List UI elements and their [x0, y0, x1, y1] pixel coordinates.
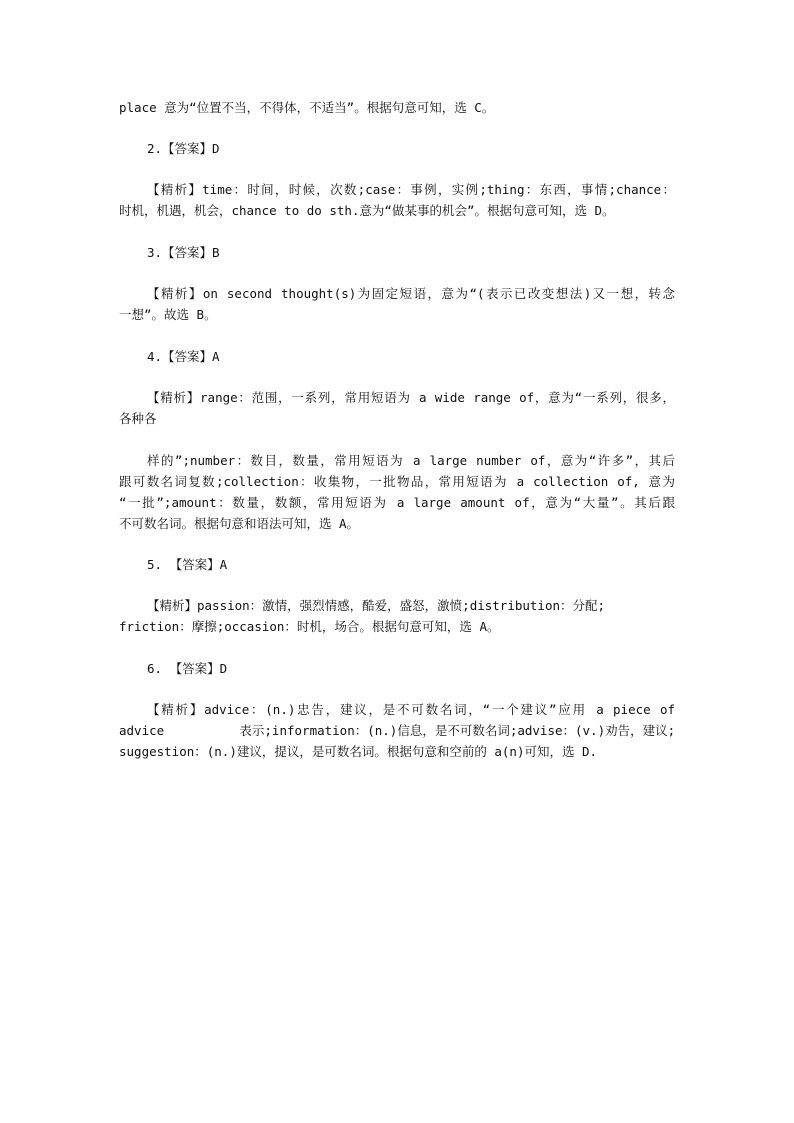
analysis-line: 【精析】passion：激情，强烈情感，酷爱，盛怒，激愤;distribution：分配; — [147, 598, 606, 613]
analysis-line: 【精析】range：范围，一系列，常用短语为 a wide range of，意为“一系列，很多， — [147, 390, 675, 405]
answer-heading: 5. 【答案】A — [147, 557, 228, 572]
text-line: 时机，机遇，机会，chance to do sth.意为“做某事的机会”。根据句意可知，选 D。 — [119, 203, 615, 218]
text-line: friction：摩擦;occasion：时机，场合。根据句意可知，选 A。 — [119, 619, 500, 634]
analysis-line: 【精析】on second thought(s)为固定短语，意为“(表示已改变想法)又一想，转念 — [147, 286, 675, 301]
analysis-line: 【精析】time：时间，时候，次数;case：事例，实例;thing：东西，事情;chance： — [147, 182, 675, 197]
text-line: 跟可数名词复数;collection：收集物，一批物品，常用短语为 a collection of, 意为 — [119, 474, 675, 489]
text-line: suggestion：(n.)建议，提议，是可数名词。根据句意和空前的 a(n)可知，选 D. — [119, 744, 598, 759]
answer-heading: 4.【答案】A — [147, 349, 220, 364]
text-line: 各种各 — [119, 411, 157, 426]
answer-heading: 3.【答案】B — [147, 245, 220, 260]
text-line: “一批”;amount：数量，数额，常用短语为 a large amount of，意为“大量”。其后跟 — [119, 495, 675, 510]
answer-heading: 2.【答案】D — [147, 141, 220, 156]
text-line: advice 表示;information：(n.)信息，是不可数名词;advise：(v.)劝告，建议; — [119, 723, 676, 738]
text-line: 不可数名词。根据句意和语法可知，选 A。 — [119, 516, 360, 531]
text-line: place 意为“位置不当，不得体，不适当”。根据句意可知，选 C。 — [119, 100, 495, 115]
analysis-line: 样的”;number：数目，数量，常用短语为 a large number of，意为“许多”，其后 — [147, 453, 675, 468]
text-line: 一想”。故选 B。 — [119, 307, 217, 322]
analysis-line: 【精析】advice：(n.)忠告，建议，是不可数名词，“一个建议”应用 a piece of — [147, 702, 675, 717]
answer-heading: 6. 【答案】D — [147, 661, 228, 676]
